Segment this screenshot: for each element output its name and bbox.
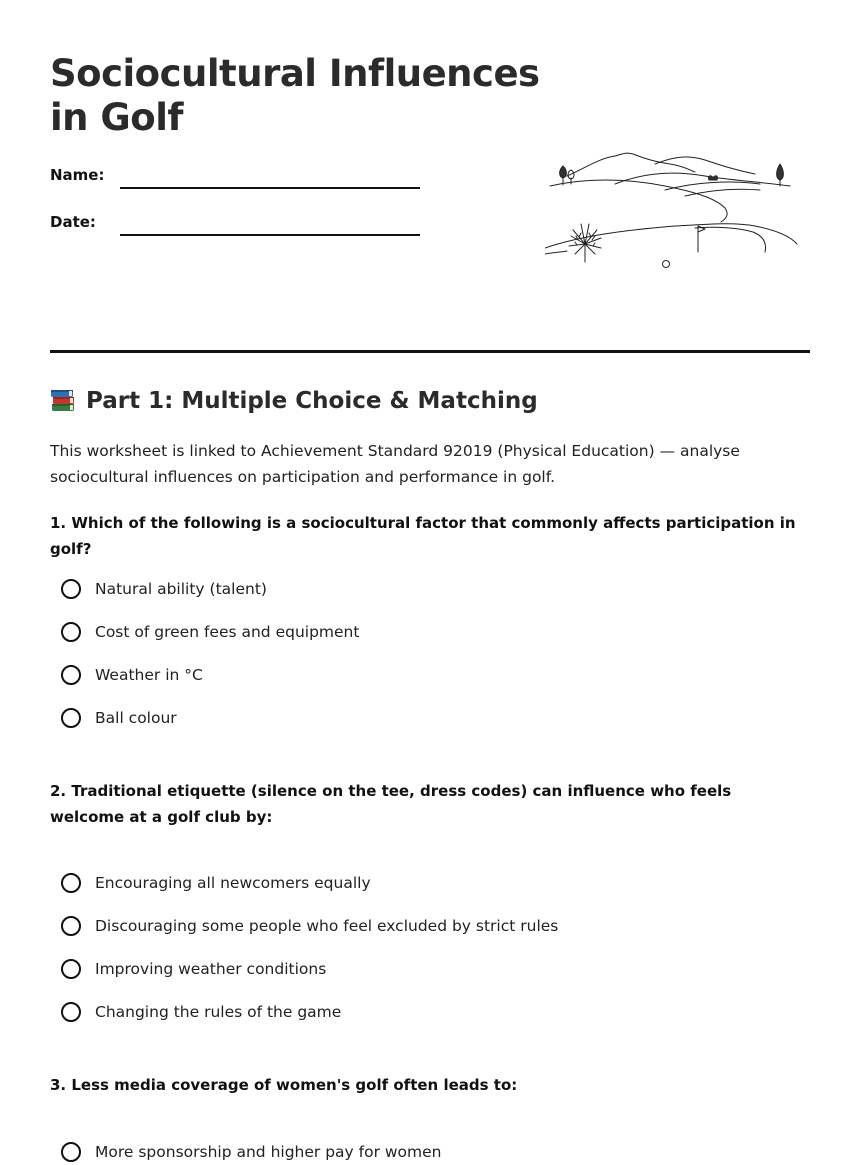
radio-button[interactable] [61, 665, 81, 685]
question-3: 3. Less media coverage of women's golf often leads to: [50, 1076, 518, 1094]
section-heading [50, 388, 538, 414]
q2-option-2[interactable] [60, 913, 558, 939]
option-label: Encouraging all newcomers equally [95, 874, 371, 892]
q1-option-2[interactable] [60, 619, 359, 645]
option-label: Weather in °C [95, 666, 203, 684]
option-label: Improving weather conditions [95, 960, 327, 978]
name-field[interactable] [120, 187, 420, 189]
question-1: 1. Which of the following is a sociocultural factor that commonly affects participation in golf? [50, 514, 796, 558]
option-label: Changing the rules of the game [95, 1003, 342, 1021]
radio-button[interactable] [61, 916, 81, 936]
radio-button[interactable] [61, 1142, 81, 1162]
date-label: Date: [50, 213, 96, 231]
golf-course-illustration [545, 148, 800, 273]
name-label: Name: [50, 166, 105, 184]
q3-option-1[interactable] [60, 1139, 442, 1165]
q1-option-1[interactable] [60, 576, 267, 602]
date-field[interactable] [120, 234, 420, 236]
option-label: Ball colour [95, 709, 177, 727]
radio-button[interactable] [61, 708, 81, 728]
option-label: Cost of green fees and equipment [95, 623, 360, 641]
q1-option-3[interactable] [60, 662, 203, 688]
q2-option-3[interactable] [60, 956, 326, 982]
question-2: 2. Traditional etiquette (silence on the tee, dress codes) can influence who feels welcome at a golf club by: [50, 782, 732, 826]
option-label: Discouraging some people who feel excluded by strict rules [95, 917, 559, 935]
radio-button[interactable] [61, 873, 81, 893]
radio-button[interactable] [61, 1002, 81, 1022]
option-label: Natural ability (talent) [95, 580, 267, 598]
books-icon [50, 388, 76, 414]
option-label: More sponsorship and higher pay for women [95, 1143, 442, 1161]
q2-option-4[interactable] [60, 999, 341, 1025]
radio-button[interactable] [61, 579, 81, 599]
q2-option-1[interactable] [60, 870, 371, 896]
section-heading-text: Part 1: Multiple Choice & Matching [86, 388, 538, 414]
worksheet-title: Sociocultural Influences in Golf [50, 52, 540, 139]
intro-text: This worksheet is linked to Achievement Standard 92019 (Physical Education) — analyse sociocultural influences on participation and performance in golf. [50, 442, 740, 486]
radio-button[interactable] [61, 959, 81, 979]
radio-button[interactable] [61, 622, 81, 642]
section-divider [50, 350, 810, 353]
q1-option-4[interactable] [60, 705, 177, 731]
